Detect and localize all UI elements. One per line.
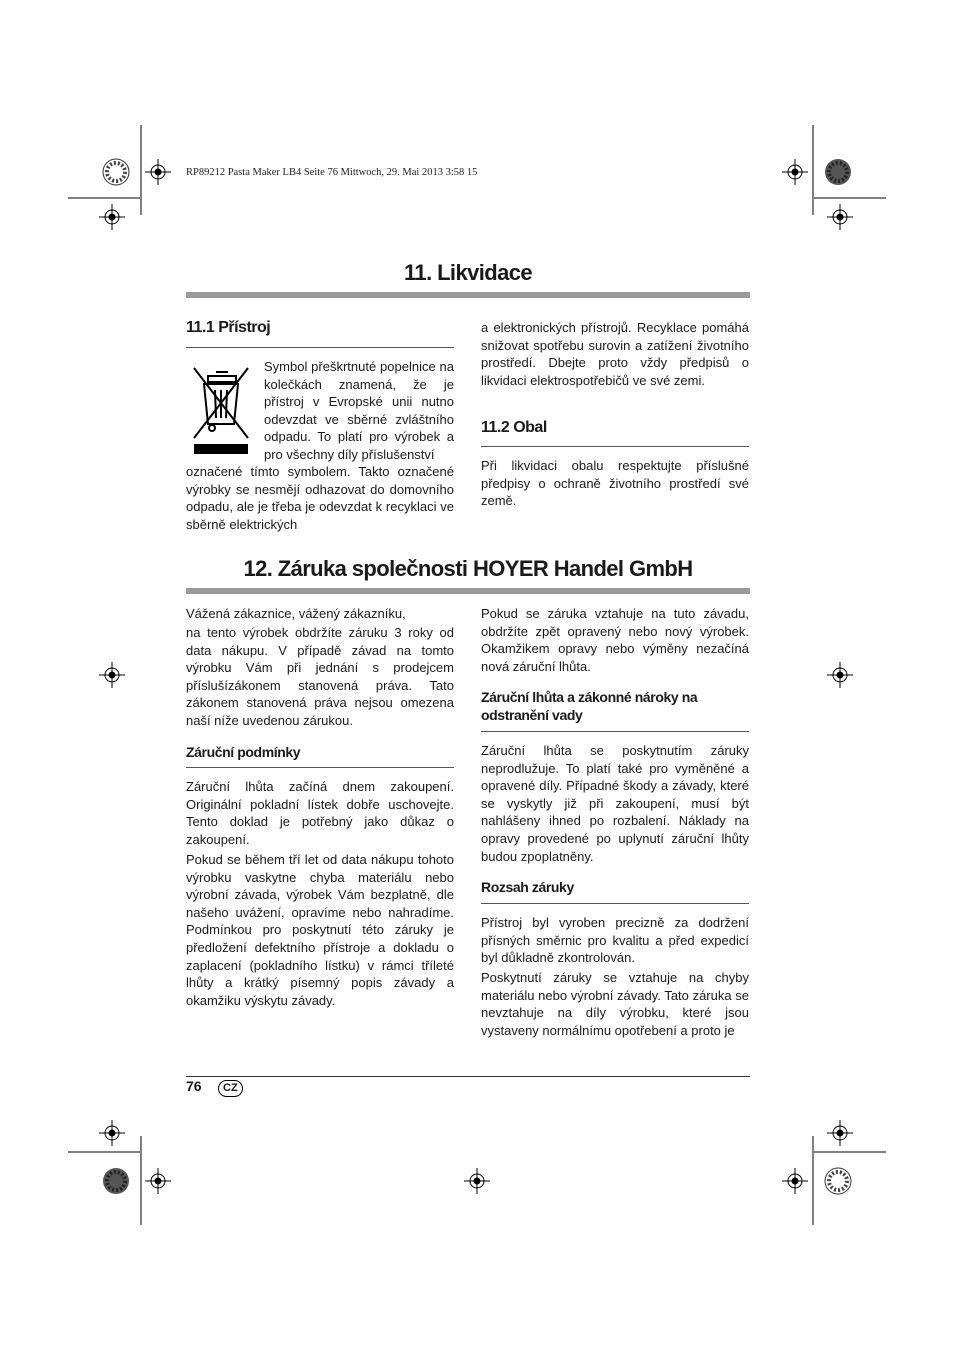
sub2-paragraph: Při likvidaci obalu respektujte příslušné předpisy o ochraně životního prostředí své země. xyxy=(481,458,749,509)
subsection-11-1-title: 11.1 Přístroj xyxy=(186,319,271,336)
section-12-rule xyxy=(186,588,750,594)
greeting: Vážená zákaznice, vážený zákazníku, xyxy=(186,606,406,621)
conditions-paragraph-2: Pokud se během tří let od data nákupu tohoto výrobku vaskytne chyba materiálu nebo výrobní závada, výrobek Vám bezplatně, dle našeho uvážení, opravíme nebo nahradíme. Podmínkou pro poskytnutí této záruky je předložení defektního přístroje a dokladu o zaplacení (pokladního lístku) v rámci tříleté lhůty a krátký písemný popis závady a okamžiku výskytu závady. xyxy=(186,852,454,1008)
section-11-rule xyxy=(186,292,750,298)
scope-title: Rozsah záruky xyxy=(481,879,574,895)
sub1-right-paragraph: a elektronických přístrojů. Recyklace pomáhá snižovat spotřebu surovin a zatížení životního prostředí. Dbejte proto vždy předpisů o likvidaci elektrospotřebičů ve své zemi. xyxy=(481,320,749,388)
scope-paragraph-2: Poskytnutí záruky se vztahuje na chyby materiálu nebo výrobní závady. Tato záruka se nevztahuje na díly výrobku, které jsou vystaveny normálnímu opotřebení a proto je xyxy=(481,970,749,1038)
section-11-title: 11. Likvidace xyxy=(404,260,532,285)
page-number: 76 xyxy=(186,1078,202,1094)
conditions-title: Záruční podmínky xyxy=(186,744,301,760)
subsection-rule xyxy=(186,767,454,768)
footer-rule xyxy=(186,1076,750,1077)
language-badge: CZ xyxy=(218,1080,243,1097)
intro-paragraph: na tento výrobek obdržíte záruku 3 roky od data nákupu. V případě závad na tomto výrobku Vám při jednání s prodejcem příslušízákonem stanovená práva. Tato zákonem stanovená práva nejsou omezena naší níže uvedenou zárukou. xyxy=(186,625,454,728)
conditions-paragraph-1: Záruční lhůta začíná dnem zakoupení. Originální pokladní lístek dobře uschovejte. Tento doklad je potřebný jako důkaz o zakoupení. xyxy=(186,779,454,847)
legal-claims-paragraph: Záruční lhůta se poskytnutím záruky neprodlužuje. To platí také pro vyměněné a opravené díly. Případné škody a závady, které se vyskytly již při zakoupení, musí být nahlášeny ihned po rozbalení. Náklady na opravy provedené po uplynutí záruční lhůty budou zpoplatněny. xyxy=(481,743,749,864)
legal-claims-title: Záruční lhůta a zákonné nároky na odstranění vady xyxy=(481,689,698,723)
section-12-title: 12. Záruka společnosti HOYER Handel GmbH xyxy=(243,556,693,581)
subsection-rule xyxy=(481,731,749,732)
repair-paragraph: Pokud se záruka vztahuje na tuto závadu, obdržíte zpět opravený nebo nový výrobek. Okamžikem opravy nebo výměny nezačíná nová záruční lhůta. xyxy=(481,606,749,674)
subsection-11-2-title: 11.2 Obal xyxy=(481,419,547,436)
subsection-rule xyxy=(481,903,749,904)
print-header-line: RP89212 Pasta Maker LB4 Seite 76 Mittwoch, 29. Mai 2013 3:58 15 xyxy=(186,167,478,178)
subsection-rule xyxy=(186,347,454,348)
scope-paragraph-1: Přístroj byl vyroben precizně za dodržení přísných směrnic pro kvalitu a před expedicí byl důkladně zkontrolován. xyxy=(481,915,749,966)
crossed-out-wheeled-bin-icon xyxy=(188,362,254,458)
sub1-wrapped-paragraph: Symbol přeškrtnuté popelnice na kolečkách znamená, že je přístroj v Evropské unii nutno odevzdat ve sběrné zvláštního odpadu. To platí pro výrobek a pro všechny díly příslušenství xyxy=(264,359,454,462)
subsection-rule xyxy=(481,446,749,447)
sub1-full-paragraph: označené tímto symbolem. Takto označené výrobky se nesmějí odhazovat do domovního odpadu, ale je třeba je odevzdat k recyklaci ve sběrně elektrických xyxy=(186,464,454,532)
